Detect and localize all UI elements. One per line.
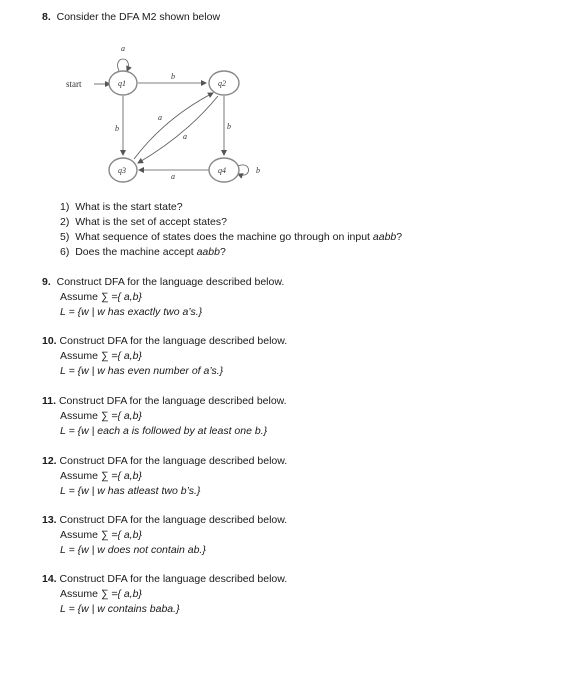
q14-alphabet-line: [60, 588, 142, 601]
assume-label: Assume: [60, 529, 101, 541]
q1-q3-label: b: [115, 124, 119, 133]
start-label: start: [66, 79, 82, 89]
q9-title-line: [42, 276, 284, 289]
state-q1-label: q1: [118, 79, 126, 88]
subq-text: What sequence of states does the machine go through on input: [75, 231, 373, 243]
q11-alphabet-line: [60, 410, 142, 423]
subq-number: 6): [60, 246, 70, 258]
q10-language: L = {w | w has even number of a’s.}: [60, 365, 224, 377]
state-q2-label: q2: [218, 79, 226, 88]
assume-label: Assume: [60, 350, 101, 362]
q12-language: L = {w | w has atleast two b’s.}: [60, 485, 201, 497]
q4-loop-label: b: [256, 166, 260, 175]
question-title: Construct DFA for the language described below.: [59, 573, 288, 585]
q14-language: L = {w | w contains baba.}: [60, 603, 180, 615]
q8-subq-6: [60, 246, 226, 259]
subq-number: 5): [60, 231, 70, 243]
q11-title-line: [42, 395, 287, 408]
subq-number: 1): [60, 201, 70, 213]
question-number: 13.: [42, 514, 57, 526]
subq-text: What is the start state?: [75, 201, 183, 213]
subq-number: 2): [60, 216, 70, 228]
dfa-diagram: [0, 0, 572, 200]
question-title: Construct DFA for the language described below.: [59, 514, 288, 526]
subq-input-string: aabb: [372, 231, 397, 243]
subq-text: Does the machine accept: [75, 246, 197, 258]
q9-language: L = {w | w has exactly two a’s.}: [60, 306, 203, 318]
subq-tail: ?: [219, 246, 226, 258]
question-number: 10.: [42, 335, 57, 347]
question-number: 9.: [42, 276, 51, 288]
alphabet: ∑ ={ a,b}: [100, 291, 142, 303]
alphabet: ∑ ={ a,b}: [100, 529, 142, 541]
subq-input-string: aabb: [196, 246, 220, 258]
assume-label: Assume: [60, 410, 101, 422]
q9-alphabet-line: [60, 291, 142, 304]
q8-subq-1: [60, 201, 183, 214]
q3-q2-edge: [134, 93, 213, 159]
q13-title-line: [42, 514, 287, 527]
assume-label: Assume: [60, 470, 101, 482]
alphabet: ∑ ={ a,b}: [100, 588, 142, 600]
q8-subq-5: [60, 231, 402, 244]
alphabet: ∑ ={ a,b}: [100, 350, 142, 362]
q13-alphabet-line: [60, 529, 142, 542]
alphabet: ∑ ={ a,b}: [100, 470, 142, 482]
q1-loop-edge: [118, 59, 129, 71]
question-title: Construct DFA for the language described below.: [59, 335, 288, 347]
question-title: Construct DFA for the language described below.: [58, 395, 287, 407]
q4-q3-label: a: [171, 172, 175, 181]
q8-number: 8.: [42, 11, 51, 23]
q3-q2-label: a: [158, 113, 162, 122]
q2-q3-edge: [138, 96, 218, 163]
question-number: 14.: [42, 573, 57, 585]
q1-q2-label: b: [171, 72, 175, 81]
q2-q3-label: a: [183, 132, 187, 141]
q12-alphabet-line: [60, 470, 142, 483]
q10-alphabet-line: [60, 350, 142, 363]
q14-title-line: [42, 573, 287, 586]
q2-q4-label: b: [227, 122, 231, 131]
alphabet: ∑ ={ a,b}: [100, 410, 142, 422]
q8-subq-2: [60, 216, 227, 229]
question-title: Construct DFA for the language described below.: [56, 276, 285, 288]
q13-language: L = {w | w does not contain ab.}: [60, 544, 206, 556]
assume-label: Assume: [60, 588, 101, 600]
q10-title-line: [42, 335, 287, 348]
q8-title: Consider the DFA M2 shown below: [56, 11, 221, 23]
question-number: 11.: [42, 395, 57, 407]
q11-language: L = {w | each a is followed by at least one b.}: [60, 425, 268, 437]
q12-title-line: [42, 455, 287, 468]
subq-tail: ?: [396, 231, 403, 243]
state-q4-label: q4: [218, 166, 226, 175]
question-number: 12.: [42, 455, 57, 467]
subq-text: What is the set of accept states?: [75, 216, 227, 228]
state-q3-label: q3: [118, 166, 126, 175]
question-title: Construct DFA for the language described below.: [59, 455, 288, 467]
assume-label: Assume: [60, 291, 101, 303]
q1-loop-label: a: [121, 44, 125, 53]
